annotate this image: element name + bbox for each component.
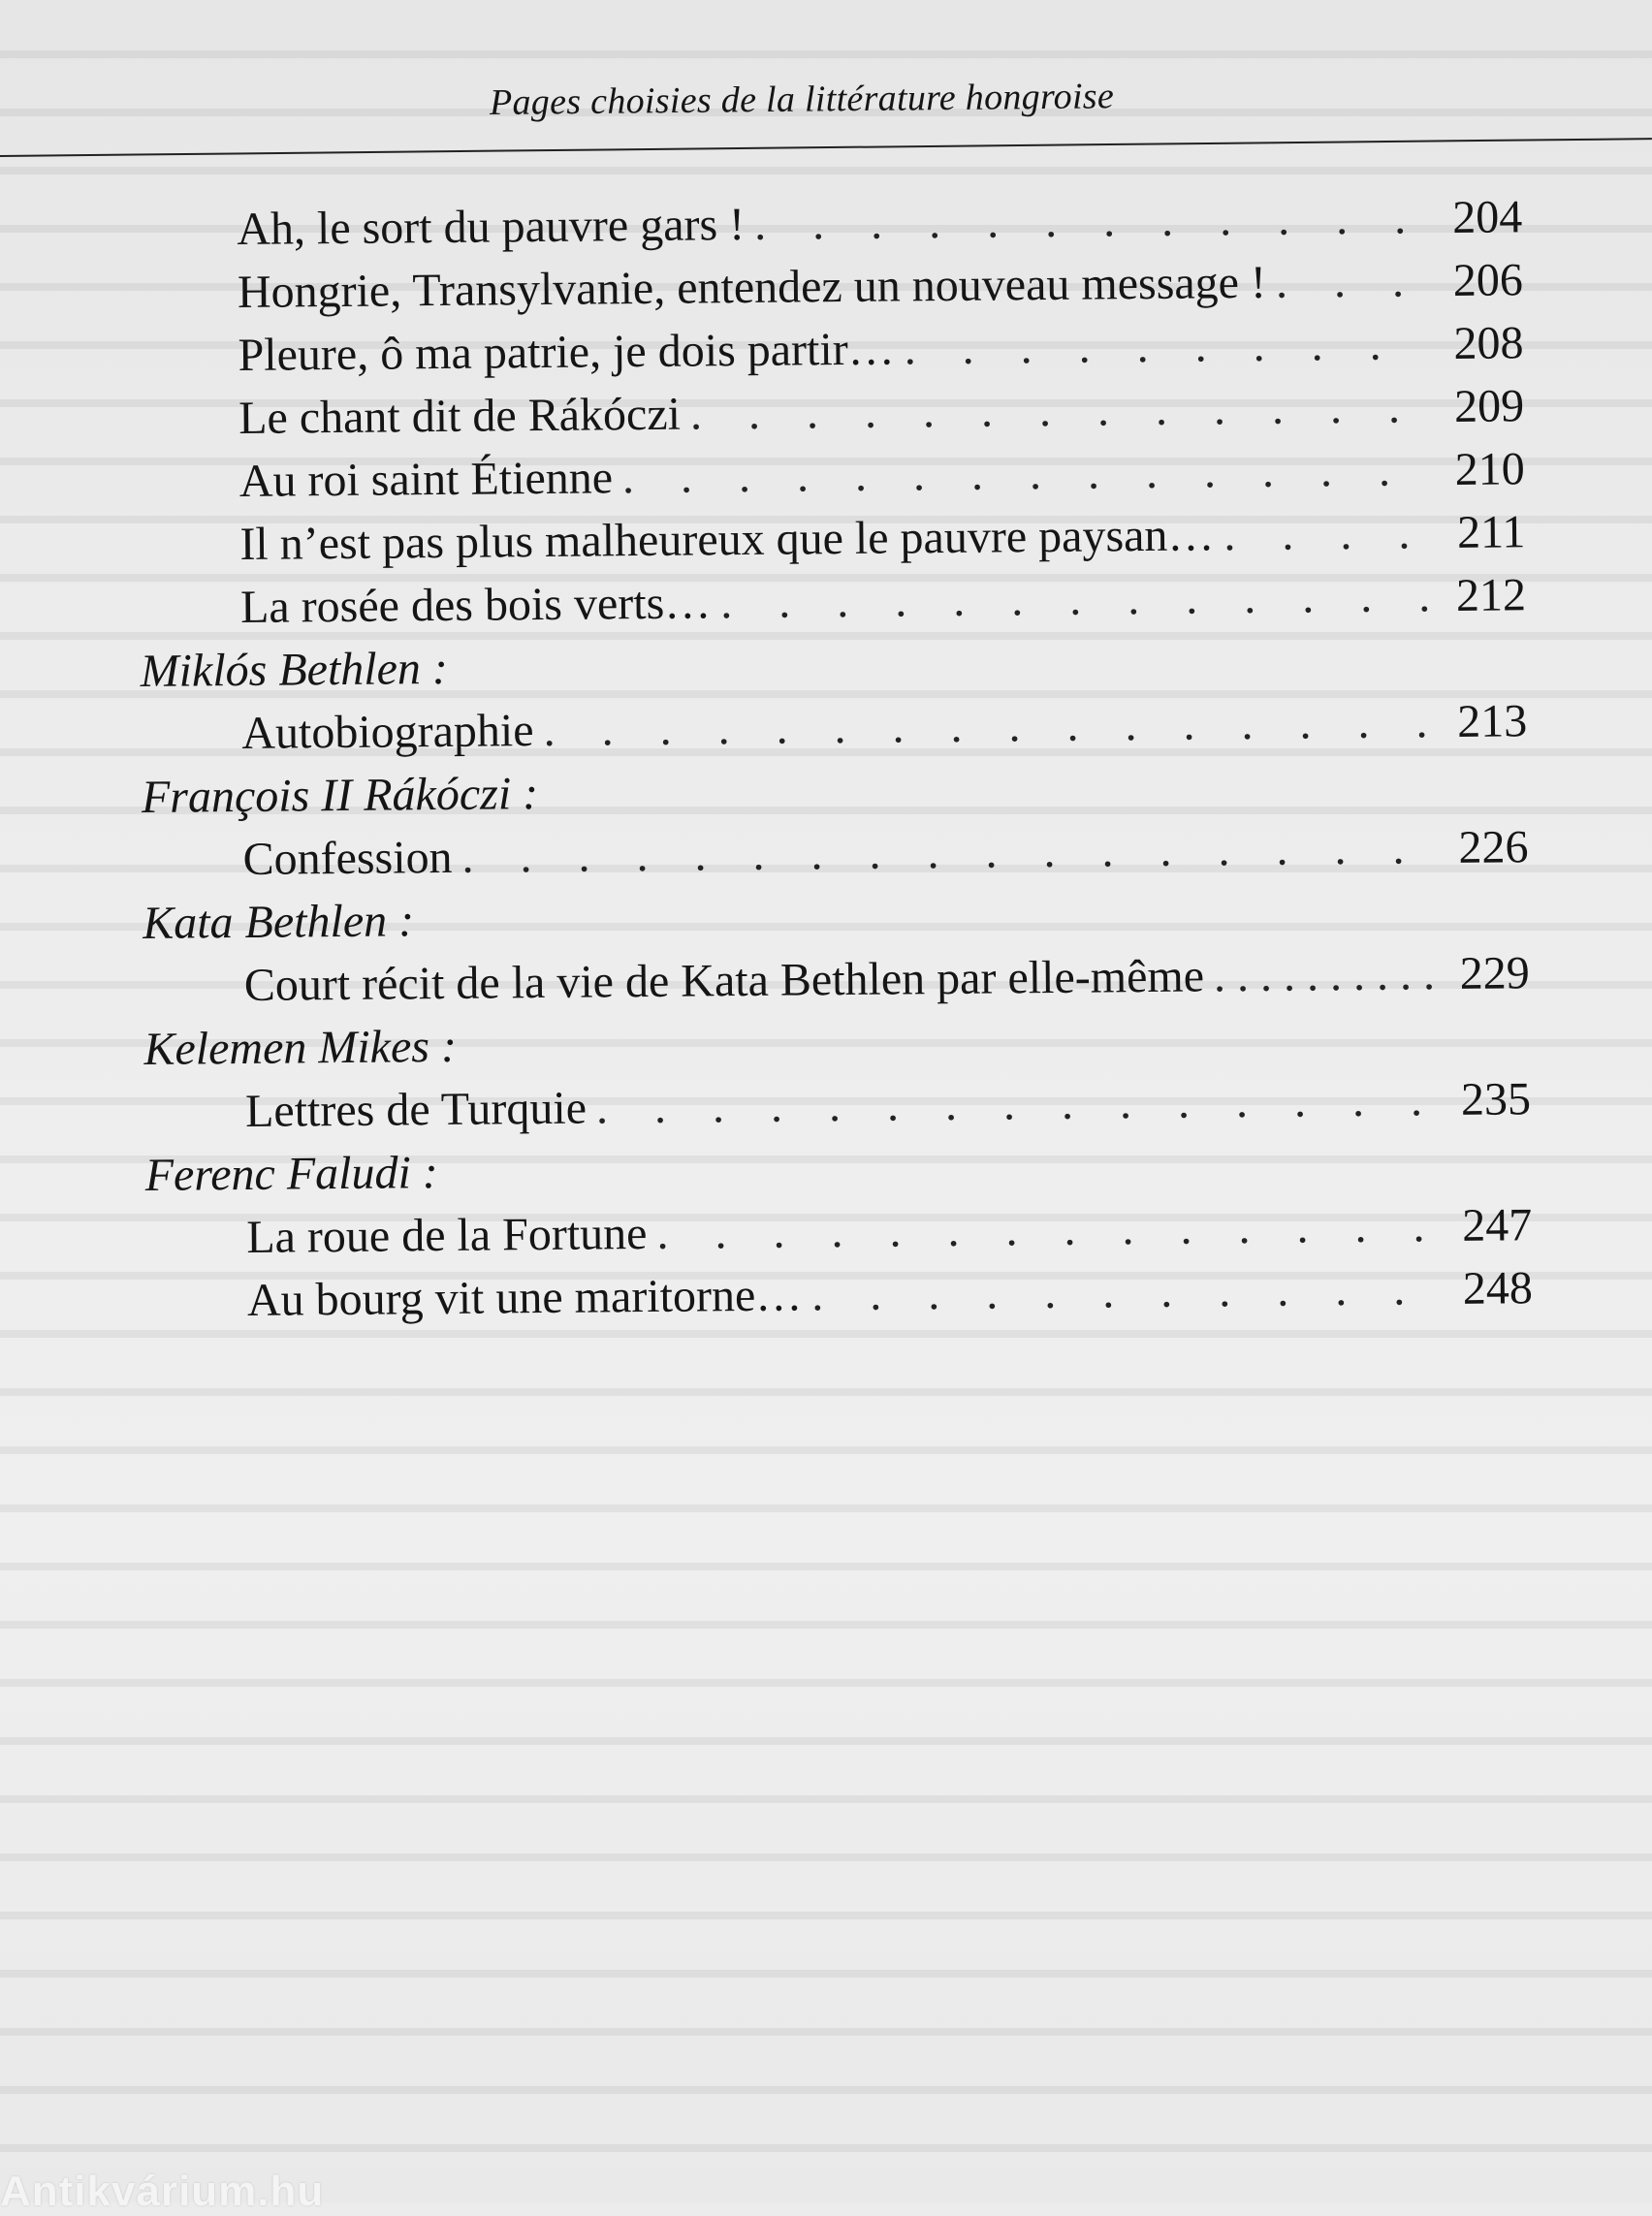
toc-entry-title: La roue de la Fortune — [246, 1207, 648, 1263]
dot-leader — [720, 564, 1429, 634]
toc-entry-page: 213 — [1456, 695, 1528, 747]
dot-leader — [622, 438, 1428, 509]
toc-entry-title: Hongrie, Transylvanie, entendez un nouveau message ! — [237, 256, 1267, 318]
toc-entry-page: 209 — [1453, 380, 1525, 432]
dot-leader — [656, 1194, 1435, 1265]
toc-author-heading: Ferenc Faludi : — [144, 1147, 439, 1201]
toc-author-heading: Miklós Bethlen : — [140, 642, 449, 697]
toc-author-heading: Kata Bethlen : — [142, 895, 415, 949]
dot-leader — [690, 375, 1428, 445]
dot-leader — [461, 816, 1432, 889]
toc-entry-title: La rosée des bois verts… — [239, 577, 712, 633]
toc-author-heading: Kelemen Mikes : — [143, 1020, 458, 1075]
toc-entry-page: 235 — [1460, 1073, 1532, 1125]
toc-entry-title: Pleure, ô ma patrie, je dois partir… — [238, 323, 895, 381]
toc-author-heading: François II Rákóczi : — [141, 768, 539, 823]
toc-entry-title: Au bourg vit une maritorne… — [246, 1269, 803, 1326]
toc-entry — [146, 1256, 1534, 1333]
toc-entry-page: 208 — [1453, 317, 1524, 369]
table-of-contents — [136, 185, 1533, 1333]
toc-entry-page: 211 — [1456, 506, 1526, 558]
dot-leader — [1223, 501, 1429, 566]
toc-entry-page: 229 — [1459, 947, 1530, 999]
toc-entry-title: Le chant dit de Rákóczi — [238, 388, 682, 444]
dot-leader — [1214, 942, 1433, 1007]
dot-leader — [904, 312, 1426, 380]
watermark: Antikvárium.hu — [0, 2168, 325, 2215]
toc-entry-title: Lettres de Turquie — [244, 1082, 588, 1137]
toc-entry-title: Au roi saint Étienne — [238, 452, 614, 507]
running-header-title: Pages choisies de la littérature hongroise — [489, 76, 1115, 123]
toc-entry-page: 212 — [1455, 569, 1527, 621]
toc-entry-title: Ah, le sort du pauvre gars ! — [237, 198, 746, 255]
toc-entry-title: Court récit de la vie de Kata Bethlen par elle-même — [243, 950, 1205, 1011]
toc-entry-page: 226 — [1458, 821, 1529, 873]
dot-leader — [596, 1068, 1435, 1139]
dot-leader — [543, 690, 1430, 762]
toc-entry-title: Confession — [242, 831, 453, 885]
toc-entry-page: 204 — [1451, 191, 1523, 243]
dot-leader — [754, 186, 1426, 256]
header-rule — [0, 138, 1652, 157]
dot-leader — [1276, 249, 1427, 313]
toc-entry-page: 248 — [1462, 1262, 1534, 1314]
toc-entry-page: 210 — [1454, 443, 1525, 495]
toc-entry-title: Autobiographie — [241, 705, 534, 759]
toc-entry-title: Il n’est pas plus malheureux que le pauvre paysan… — [239, 509, 1215, 570]
toc-entry-page: 247 — [1461, 1199, 1533, 1251]
toc-entry-page: 206 — [1452, 254, 1524, 306]
running-header — [0, 78, 1652, 165]
dot-leader — [811, 1257, 1436, 1326]
